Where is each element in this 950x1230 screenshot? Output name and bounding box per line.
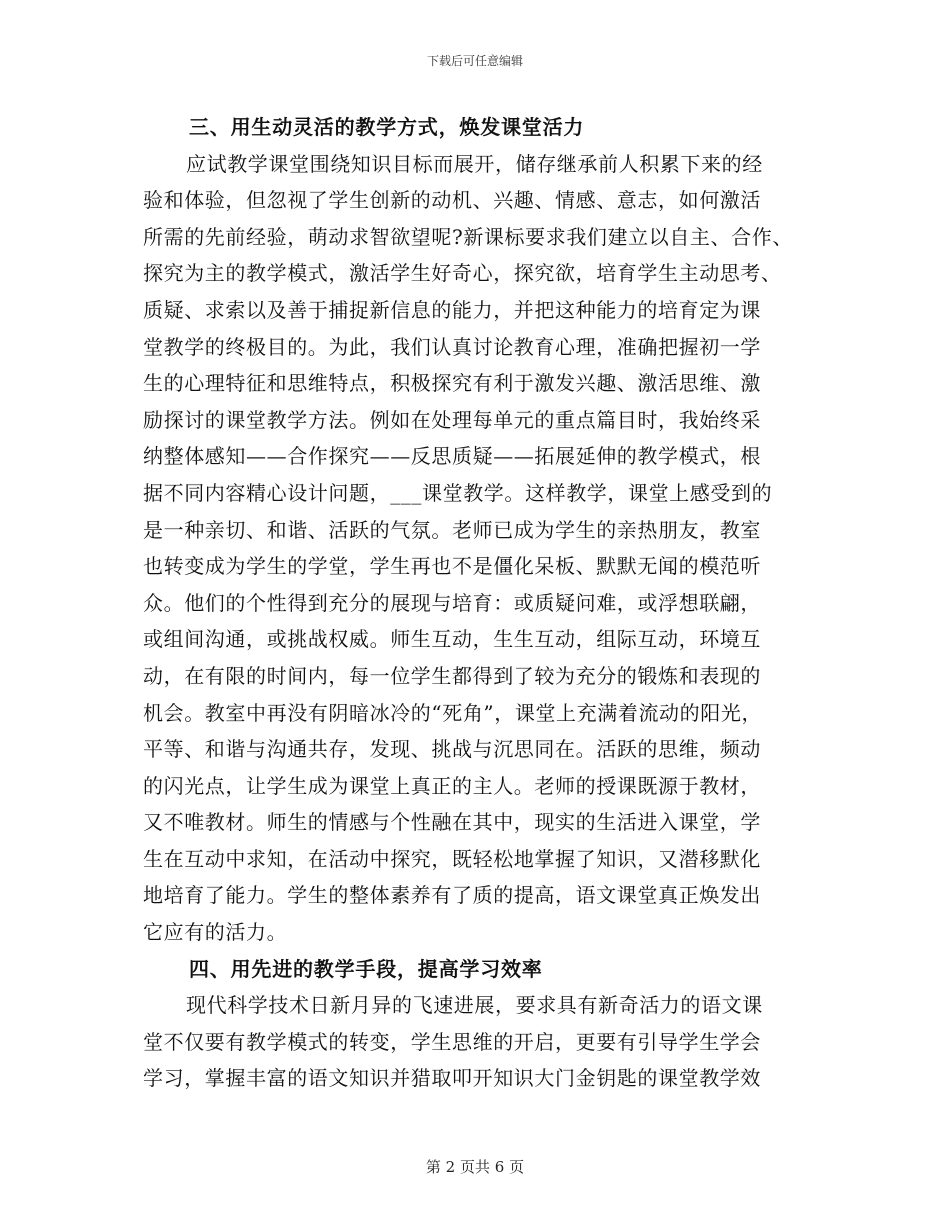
paragraph-line: 生在互动中求知，在活动中探究，既轻松地掌握了知识，又潜移默化: [143, 846, 761, 871]
paragraph-line: 据不同内容精心设计问题，___课堂教学。这样教学，课堂上感受到的: [143, 480, 773, 505]
page-header: 下载后可任意编辑: [426, 54, 523, 68]
paragraph-line: 动，在有限的时间内，每一位学生都得到了较为充分的锻炼和表现的: [143, 663, 761, 688]
paragraph-line: 励探讨的课堂教学方法。例如在处理每单元的重点篇目时，我始终采: [143, 407, 761, 432]
paragraph-line: 验和体验，但忽视了学生创新的动机、兴趣、情感、意志，如何激活: [143, 188, 761, 213]
paragraph-line: 堂教学的终极目的。为此，我们认真讨论教育心理，准确把握初一学: [143, 334, 761, 359]
paragraph-line: 机会。教室中再没有阴暗冰冷的“死角”，课堂上充满着流动的阳光，: [143, 700, 763, 725]
section-heading-3: 三、用生动灵活的教学方式，焕发课堂活力: [189, 115, 585, 139]
page-footer: 第 2 页共 6 页: [425, 1158, 525, 1176]
paragraph-line: 学习，掌握丰富的语文知识并猎取叩开知识大门金钥匙的课堂教学效: [143, 1066, 761, 1091]
paragraph-line: 它应有的活力。: [143, 920, 288, 945]
paragraph-line: 平等、和谐与沟通共存，发现、挑战与沉思同在。活跃的思维，频动: [143, 737, 761, 762]
paragraph-line: 也转变成为学生的学堂，学生再也不是僵化呆板、默默无闻的模范听: [143, 554, 761, 579]
paragraph-line: 的闪光点，让学生成为课堂上真正的主人。老师的授课既源于教材，: [143, 773, 761, 798]
paragraph-line: 生的心理特征和思维特点，积极探究有利于激发兴趣、激活思维、激: [143, 371, 761, 396]
paragraph-line: 是一种亲切、和谐、活跃的气氛。老师已成为学生的亲热朋友，教室: [143, 517, 761, 542]
paragraph-line: 或组间沟通，或挑战权威。师生互动，生生互动，组际互动，环境互: [143, 627, 761, 652]
paragraph-line: 地培育了能力。学生的整体素养有了质的提高，语文课堂真正焕发出: [143, 883, 761, 908]
paragraph-line: 现代科学技术日新月异的飞速进展，要求具有新奇活力的语文课: [186, 993, 763, 1018]
paragraph-line: 纳整体感知——合作探究——反思质疑——拓展延伸的教学模式，根: [143, 444, 761, 469]
paragraph-line: 堂不仅要有教学模式的转变，学生思维的开启，更要有引导学生学会: [143, 1029, 761, 1054]
document-body: [143, 109, 833, 1097]
paragraph-line: 又不唯教材。师生的情感与个性融在其中，现实的生活进入课堂，学: [143, 810, 761, 835]
paragraph-line: 应试教学课堂围绕知识目标而展开，储存继承前人积累下来的经: [186, 151, 763, 176]
paragraph-line: 探究为主的教学模式，激活学生好奇心，探究欲，培育学生主动思考、: [143, 261, 782, 286]
section-heading-4: 四、用先进的教学手段，提高学习效率: [189, 956, 543, 981]
paragraph-line: 所需的先前经验，萌动求智欲望呢?新课标要求我们建立以自主、合作、: [143, 224, 793, 249]
paragraph-line: 质疑、求索以及善于捕捉新信息的能力，并把这种能力的培育定为课: [143, 297, 761, 322]
paragraph-line: 众。他们的个性得到充分的展现与培育：或质疑问难，或浮想联翩，: [143, 590, 761, 615]
